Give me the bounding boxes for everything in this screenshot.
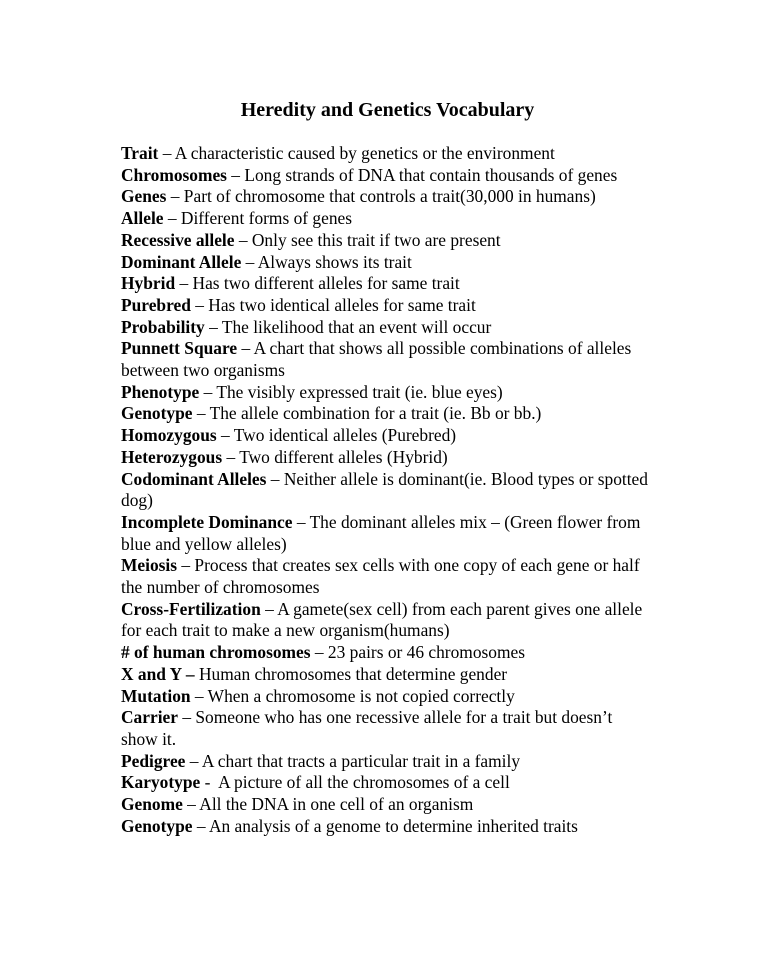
vocabulary-list: [121, 143, 651, 838]
vocab-definition: When a chromosome is not copied correctly: [207, 685, 515, 706]
vocab-separator: –: [237, 338, 254, 359]
vocab-separator: –: [310, 642, 328, 663]
vocab-separator: –: [234, 229, 252, 250]
vocab-term: Genotype: [121, 815, 193, 836]
vocab-definition: A chart that tracts a particular trait in a family: [201, 750, 521, 771]
vocab-separator: –: [177, 555, 195, 576]
vocab-definition: Two different alleles (Hybrid): [239, 446, 448, 467]
vocab-entry: [121, 555, 651, 598]
vocab-definition: Always shows its trait: [257, 251, 412, 272]
vocab-term: Chromosomes: [121, 164, 227, 185]
vocab-separator: –: [260, 598, 278, 619]
vocab-entry: [121, 664, 651, 686]
vocab-entry: [121, 425, 651, 447]
vocab-separator: –: [190, 685, 208, 706]
vocab-term: Pedigree: [121, 750, 186, 771]
vocab-definition: Two identical alleles (Purebred): [233, 425, 457, 446]
vocab-separator: –: [199, 381, 217, 402]
vocab-separator: –: [216, 425, 234, 446]
vocab-term: Hybrid: [121, 273, 176, 294]
vocab-entry: [121, 469, 651, 512]
vocab-term: Mutation: [121, 685, 191, 706]
vocab-separator: –: [158, 143, 175, 163]
vocab-separator: –: [192, 815, 209, 836]
vocab-entry: [121, 642, 651, 664]
vocab-entry: [121, 751, 651, 773]
vocab-separator: –: [192, 403, 210, 424]
vocab-entry: [121, 273, 651, 295]
vocab-definition: All the DNA in one cell of an organism: [199, 794, 474, 815]
vocab-term: Carrier: [121, 707, 178, 728]
vocab-entry: [121, 165, 651, 187]
vocab-term: Probability: [121, 316, 205, 337]
page-title: Heredity and Genetics Vocabulary: [240, 99, 535, 121]
vocab-separator: –: [266, 468, 284, 489]
vocab-separator: -: [200, 772, 219, 793]
vocab-entry: [121, 599, 651, 642]
vocab-entry: [121, 686, 651, 708]
vocab-entry: [121, 382, 651, 404]
vocab-term: Trait: [121, 143, 159, 163]
vocab-term: Heterozygous: [121, 446, 223, 467]
vocab-separator: –: [163, 208, 181, 229]
vocab-definition: The allele combination for a trait (ie. Bb or bb.): [209, 403, 542, 424]
vocab-definition: Neither allele is dominant(ie. Blood types or spotted dog): [121, 468, 653, 511]
vocab-entry: [121, 186, 651, 208]
vocab-separator: –: [182, 794, 200, 815]
vocab-term: Genes: [121, 186, 167, 207]
vocab-definition: Only see this trait if two are present: [251, 229, 501, 250]
vocab-definition: Long strands of DNA that contain thousands of genes: [244, 164, 618, 185]
vocab-definition: An analysis of a genome to determine inherited traits: [208, 815, 578, 836]
vocab-separator: –: [190, 294, 209, 315]
vocab-term: Incomplete Dominance: [121, 511, 293, 532]
vocab-term: Dominant Allele: [121, 251, 242, 272]
vocab-term: Genotype: [121, 403, 193, 424]
vocab-entry: [121, 447, 651, 469]
vocab-separator: –: [166, 186, 184, 207]
vocab-entry: [121, 794, 651, 816]
vocab-entry: [121, 252, 651, 274]
vocab-entry: [121, 707, 651, 750]
vocab-entry: [121, 512, 651, 555]
vocab-term: Karyotype: [121, 772, 201, 793]
vocab-definition: A gamete(sex cell) from each parent gives one allele for each trait to make a new organism(humans): [121, 598, 647, 641]
vocab-definition: Has two different alleles for same trait: [192, 273, 460, 294]
vocab-entry: [121, 230, 651, 252]
vocab-term: Codominant Alleles: [121, 468, 267, 489]
vocab-separator: –: [185, 750, 202, 771]
vocab-definition: Human chromosomes that determine gender: [198, 663, 508, 684]
vocab-entry: [121, 403, 651, 425]
vocab-definition: The visibly expressed trait (ie. blue eyes): [216, 381, 503, 402]
vocab-term: Punnett Square: [121, 338, 238, 359]
vocab-term: Phenotype: [121, 381, 200, 402]
vocab-definition: 23 pairs or 46 chromosomes: [327, 642, 525, 663]
vocab-separator: –: [241, 251, 258, 272]
vocab-entry: [121, 143, 651, 165]
vocab-definition: A picture of all the chromosomes of a cell: [218, 772, 510, 793]
vocab-term: Purebred: [121, 294, 191, 315]
vocab-term: X and Y –: [121, 663, 195, 684]
vocab-entry: [121, 208, 651, 230]
vocab-term: Recessive allele: [121, 229, 235, 250]
vocab-definition: The likelihood that an event will occur: [221, 316, 492, 337]
vocab-separator: –: [292, 511, 310, 532]
vocab-entry: [121, 317, 651, 339]
vocab-entry: [121, 772, 651, 794]
vocab-separator: –: [222, 446, 240, 467]
vocab-definition: Different forms of genes: [180, 208, 353, 229]
vocab-definition: The dominant alleles mix – (Green flower from blue and yellow alleles): [121, 511, 645, 554]
vocab-term: # of human chromosomes: [121, 642, 311, 663]
vocab-entry: [121, 338, 651, 381]
vocab-term: Genome: [121, 794, 183, 815]
vocab-definition: Process that creates sex cells with one copy of each gene or half the number of chromosomes: [121, 555, 645, 598]
vocab-separator: –: [177, 707, 196, 728]
vocab-term: Homozygous: [121, 425, 217, 446]
vocab-definition: Someone who has one recessive allele for a trait but doesn’t show it.: [121, 707, 617, 749]
vocab-separator: –: [204, 316, 222, 337]
vocab-definition: A characteristic caused by genetics or the environment: [174, 143, 555, 163]
vocab-definition: A chart that shows all possible combinations of alleles between two organisms: [121, 338, 636, 381]
vocab-term: Allele: [121, 208, 164, 229]
vocab-entry: [121, 816, 651, 838]
vocab-definition: Has two identical alleles for same trait: [208, 294, 476, 315]
vocab-definition: Part of chromosome that controls a trait(30,000 in humans): [183, 186, 596, 207]
vocab-separator: –: [226, 164, 245, 185]
vocab-separator: –: [175, 273, 193, 294]
vocab-entry: [121, 295, 651, 317]
vocab-term: Meiosis: [121, 555, 178, 576]
vocab-term: Cross-Fertilization: [121, 598, 261, 619]
